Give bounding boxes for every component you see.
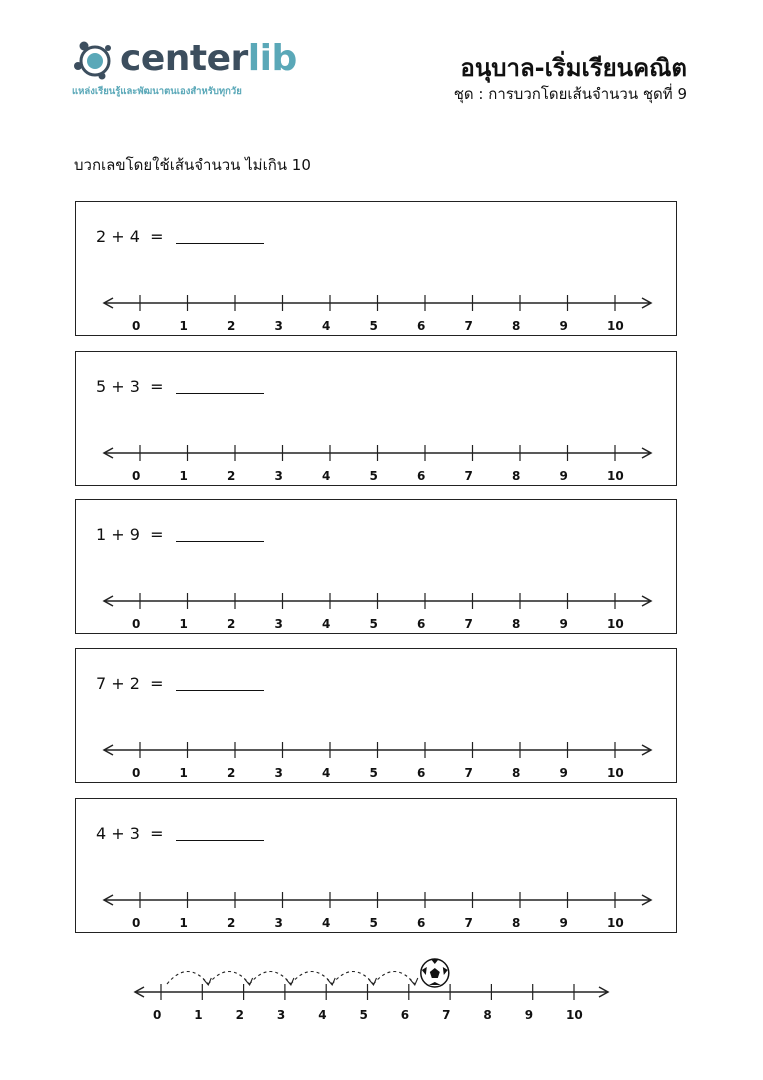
tick-label: 0 (132, 766, 141, 780)
tick-label: 8 (512, 766, 521, 780)
tick-label: 1 (179, 617, 188, 631)
tick-label: 3 (274, 319, 283, 333)
tick-label: 10 (607, 469, 624, 483)
tick-label: 7 (464, 617, 473, 631)
tick-label: 2 (227, 766, 236, 780)
problem-box (75, 798, 677, 933)
tick-label: 8 (512, 319, 521, 333)
tick-label: 1 (179, 469, 188, 483)
number-line (76, 799, 676, 931)
tick-label: 2 (235, 1008, 244, 1022)
equation-text: 7 + 2 = (96, 674, 164, 693)
tick-label: 8 (483, 1008, 492, 1022)
molecule-icon (72, 36, 118, 82)
tick-label: 4 (322, 766, 331, 780)
tick-label: 6 (400, 1008, 410, 1022)
hop-arc (291, 972, 332, 985)
tick-label: 2 (227, 916, 236, 930)
problem-box (75, 499, 677, 634)
problem-box (75, 648, 677, 783)
tick-label: 5 (369, 319, 378, 333)
tick-label: 1 (179, 766, 188, 780)
tick-label: 5 (369, 766, 378, 780)
tick-label: 8 (512, 916, 521, 930)
tick-label: 6 (417, 469, 426, 483)
page-title: อนุบาล-เริ่มเรียนคณิต (460, 54, 687, 82)
tick-label: 4 (318, 1008, 327, 1022)
logo-wordmark (120, 38, 297, 79)
tick-label: 1 (179, 319, 188, 333)
problem-box (75, 351, 677, 486)
tick-label: 10 (566, 1008, 583, 1022)
tick-label: 5 (369, 617, 378, 631)
tick-label: 0 (132, 319, 141, 333)
hop-arc (332, 972, 373, 985)
tick-label: 6 (417, 617, 426, 631)
tick-label: 9 (559, 319, 568, 333)
equation-text: 1 + 9 = (96, 525, 164, 544)
hop-arc (374, 972, 415, 985)
number-line (76, 500, 676, 632)
tick-label: 1 (179, 916, 188, 930)
tick-label: 3 (276, 1008, 286, 1022)
number-line (76, 352, 676, 484)
tick-label: 7 (442, 1008, 451, 1022)
logo-tagline: แหล่งเรียนรู้และพัฒนาตนเองสำหรับทุกวัย (72, 86, 242, 97)
equation-text: 4 + 3 = (96, 824, 164, 843)
tick-label: 0 (132, 617, 141, 631)
equation-text: 2 + 4 = (96, 227, 164, 246)
tick-label: 8 (512, 469, 521, 483)
tick-label: 10 (607, 916, 624, 930)
tick-label: 6 (417, 916, 426, 930)
tick-label: 10 (607, 617, 624, 631)
centerlib-logo (72, 36, 302, 102)
tick-label: 9 (559, 766, 568, 780)
number-line (76, 202, 676, 334)
tick-label: 9 (559, 916, 568, 930)
logo-wordmark-secondary: lib (247, 38, 297, 79)
tick-label: 7 (464, 916, 473, 930)
tick-label: 9 (524, 1008, 534, 1022)
hop-arrow-icon (410, 978, 418, 985)
tick-label: 7 (464, 319, 473, 333)
hop-arc (208, 972, 249, 985)
tick-label: 10 (607, 319, 624, 333)
tick-label: 4 (322, 916, 331, 930)
tick-label: 0 (132, 916, 141, 930)
tick-label: 9 (559, 469, 568, 483)
tick-label: 2 (227, 617, 236, 631)
tick-label: 5 (359, 1008, 368, 1022)
tick-label: 7 (464, 766, 473, 780)
tick-label: 0 (132, 469, 141, 483)
instruction-text: บวกเลขโดยใช้เส้นจำนวน ไม่เกิน 10 (74, 156, 311, 174)
tick-label: 5 (369, 916, 378, 930)
tick-label: 10 (607, 766, 624, 780)
tick-label: 3 (274, 469, 283, 483)
tick-label: 7 (464, 469, 473, 483)
number-line (76, 649, 676, 781)
tick-label: 1 (194, 1008, 203, 1022)
tick-label: 0 (153, 1008, 162, 1022)
tick-label: 2 (227, 469, 236, 483)
page-subtitle: ชุด : การบวกโดยเส้นจำนวน ชุดที่ 9 (453, 85, 687, 103)
tick-label: 4 (322, 617, 331, 631)
tick-label: 6 (417, 766, 426, 780)
tick-label: 9 (559, 617, 568, 631)
logo-wordmark-primary: center (120, 38, 248, 79)
equation-text: 5 + 3 = (96, 377, 164, 396)
soccer-ball-icon (421, 959, 449, 987)
problem-box (75, 201, 677, 336)
tick-label: 3 (274, 766, 283, 780)
example-number-line-graphic (95, 955, 655, 1075)
tick-label: 3 (274, 916, 283, 930)
tick-label: 2 (227, 319, 236, 333)
example-number-line (95, 955, 655, 1075)
tick-label: 4 (322, 319, 331, 333)
tick-label: 6 (417, 319, 426, 333)
tick-label: 5 (369, 469, 378, 483)
tick-label: 4 (322, 469, 331, 483)
tick-label: 8 (512, 617, 521, 631)
hop-arc (167, 972, 208, 985)
hop-arc (250, 972, 291, 985)
tick-label: 3 (274, 617, 283, 631)
